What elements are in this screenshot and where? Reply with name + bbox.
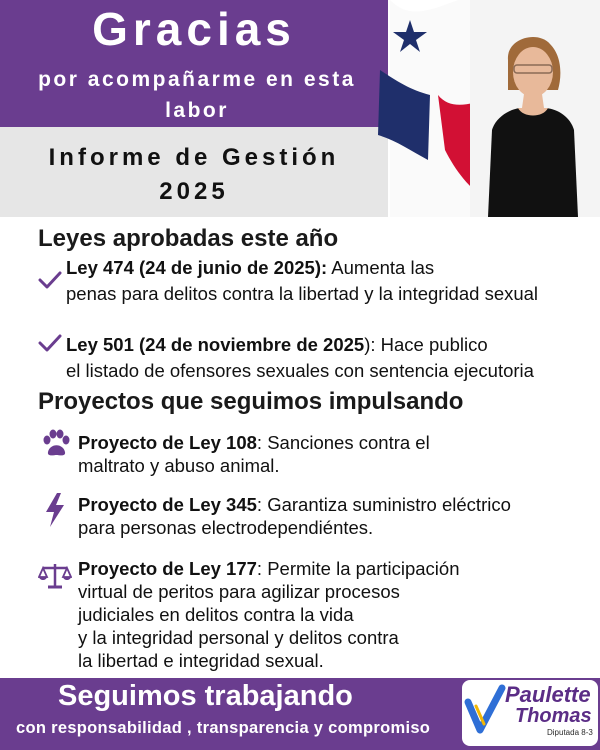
project-item-177-line5: la libertad e integridad sexual. [78,650,324,671]
portrait-image [478,30,588,217]
law-item-501-line2: el listado de ofensores sexuales con sentencia ejecutoria [66,360,534,381]
subtitle-line-1: por acompañarme en esta [38,68,356,91]
project-item-108 [78,431,430,454]
law-item-text: Aumenta las [327,257,435,278]
logo-name-last: Thomas [515,705,592,727]
project-item-text: : Sanciones contra el [256,432,430,453]
project-item-177 [78,557,459,580]
law-item-title: Ley 501 (24 de noviembre de 2025 [66,334,365,355]
law-item-474-line2: penas para delitos contra la libertad y la integridad sexual [66,283,539,304]
law-item-474 [66,256,434,279]
project-item-title: Proyecto de Ley 177 [78,558,257,579]
header-subtitle [6,64,388,126]
check-icon [38,333,62,353]
projects-heading: Proyectos que seguimos impulsando [38,388,464,415]
report-title [0,141,388,209]
law-item-text: ): Hace publico [364,334,488,355]
logo-name-first: Paulette [505,682,591,707]
project-item-title: Proyecto de Ley 345 [78,494,257,515]
laws-heading: Leyes aprobadas este año [38,225,339,252]
project-item-177-line2: virtual de peritos para agilizar procesos [78,581,400,602]
project-item-345 [78,493,511,516]
project-item-text: : Permite la participación [256,558,460,579]
footer-title: Seguimos trabajando [58,680,353,712]
law-item-title: Ley 474 (24 de junio de 2025): [66,257,328,278]
scales-icon [38,562,72,590]
lightning-icon [44,493,66,527]
project-item-title: Proyecto de Ley 108 [78,432,257,453]
project-item-345-line2: para personas electrodependiéntes. [78,517,374,538]
project-item-text: : Garantiza suministro eléctrico [256,494,511,515]
report-title-line-2: 2025 [159,178,229,205]
project-item-177-line3: judiciales en delitos contra la vida [78,604,354,625]
report-title-line-1: Informe de Gestión [48,144,340,171]
project-item-177-line4: y la integridad personal y delitos contra [78,627,399,648]
subtitle-line-2: labor [165,99,229,122]
check-icon [38,270,62,290]
header-title: Gracias [92,3,296,55]
law-item-501 [66,333,488,356]
footer-subtitle: con responsabilidad , transparencia y compromiso [16,719,431,737]
project-item-108-line2: maltrato y abuso animal. [78,455,280,476]
logo-caption: Diputada 8-3 [547,728,593,737]
paw-icon [40,428,72,458]
